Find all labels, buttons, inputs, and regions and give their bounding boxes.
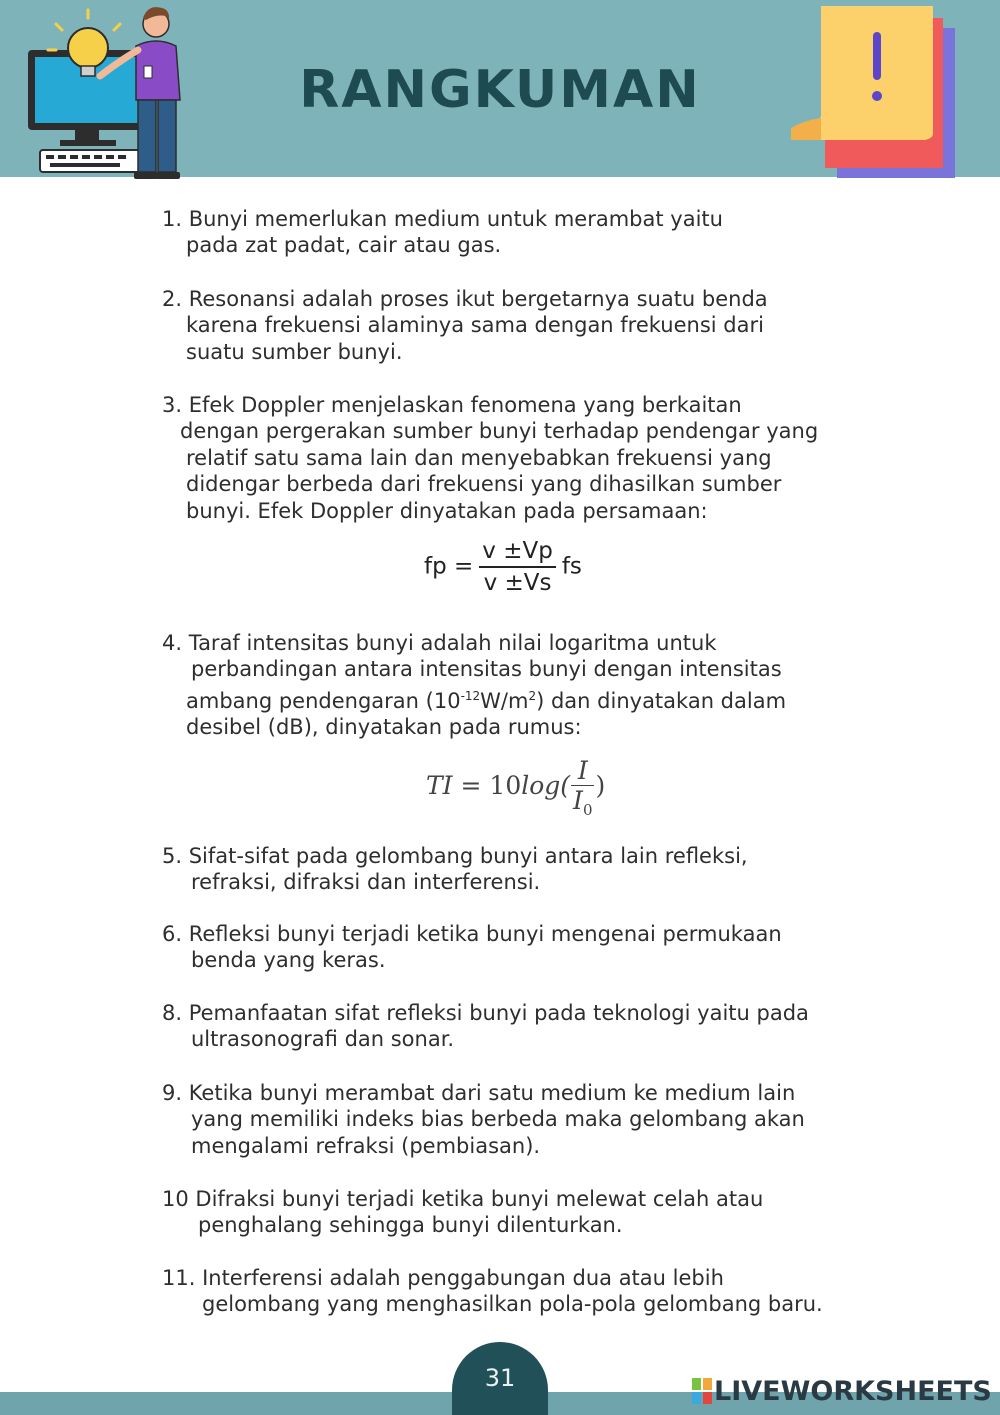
liveworksheets-brand[interactable] (692, 1374, 992, 1408)
page-number: 31 (484, 1364, 516, 1392)
list-item: 2. Resonansi adalah proses ikut bergetarnya suatu benda karena frekuensi alaminya sama dengan frekuensi dari suatu sumber bunyi. (162, 287, 768, 364)
doppler-fraction: $\frac{v \pm Vp}{v \pm Vs}$ (479, 538, 556, 596)
list-item: 5. Sifat-sifat pada gelombang bunyi antara lain refleksi, refraksi, difraksi dan interferensi. (162, 844, 748, 895)
list-item: 4. Taraf intensitas bunyi adalah nilai logaritma untuk perbandingan antara intensitas bunyi dengan intensitas ambang pendengaran $(10^{-12}W/m^2)$ dan dinyatakan dalam desibel (dB), dinyatakan pada rumus: (162, 631, 787, 740)
notice-papers-illustration (785, 6, 960, 181)
list-item: 3. Efek Doppler menjelaskan fenomena yang berkaitan dengan pergerakan sumber bunyi terhadap pendengar yang relatif satu sama lain dan menyebabkan frekuensi yang didengar berbeda dari frekuensi yang dihasilkan sumber bunyi. Efek Doppler dinyatakan pada persamaan: (162, 393, 819, 523)
list-item: 9. Ketika bunyi merambat dari satu medium ke medium lain yang memiliki indeks bias berbeda maka gelombang akan mengalami refraksi (pembiasan). (162, 1081, 805, 1158)
liveworksheets-logo-icon (692, 1378, 712, 1404)
doppler-formula: fp = $\frac{v \pm Vp}{v \pm Vs}$ fs (424, 538, 582, 596)
list-item: 10 Difraksi bunyi terjadi ketika bunyi melewat celah atau penghalang sehingga bunyi dilenturkan. (162, 1187, 764, 1238)
intensity-level-formula: TI = 10log( $\frac{I}{I_0}$ ) (426, 756, 606, 819)
list-item: 6. Refleksi bunyi terjadi ketika bunyi mengenai permukaan benda yang keras. (162, 922, 782, 973)
liveworksheets-text: LIVEWORKSHEETS (714, 1375, 992, 1407)
list-item: 11. Interferensi adalah penggabungan dua atau lebih gelombang yang menghasilkan pola-pola gelombang baru. (162, 1266, 823, 1317)
list-item: 8. Pemanfaatan sifat refleksi bunyi pada teknologi yaitu pada ultrasonografi dan sonar. (162, 1001, 809, 1052)
intensity-fraction: $\frac{I}{I_0}$ (573, 756, 593, 819)
page-title: RANGKUMAN (299, 60, 701, 120)
list-item: 1. Bunyi memerlukan medium untuk merambat yaitu pada zat padat, cair atau gas. (162, 207, 723, 258)
